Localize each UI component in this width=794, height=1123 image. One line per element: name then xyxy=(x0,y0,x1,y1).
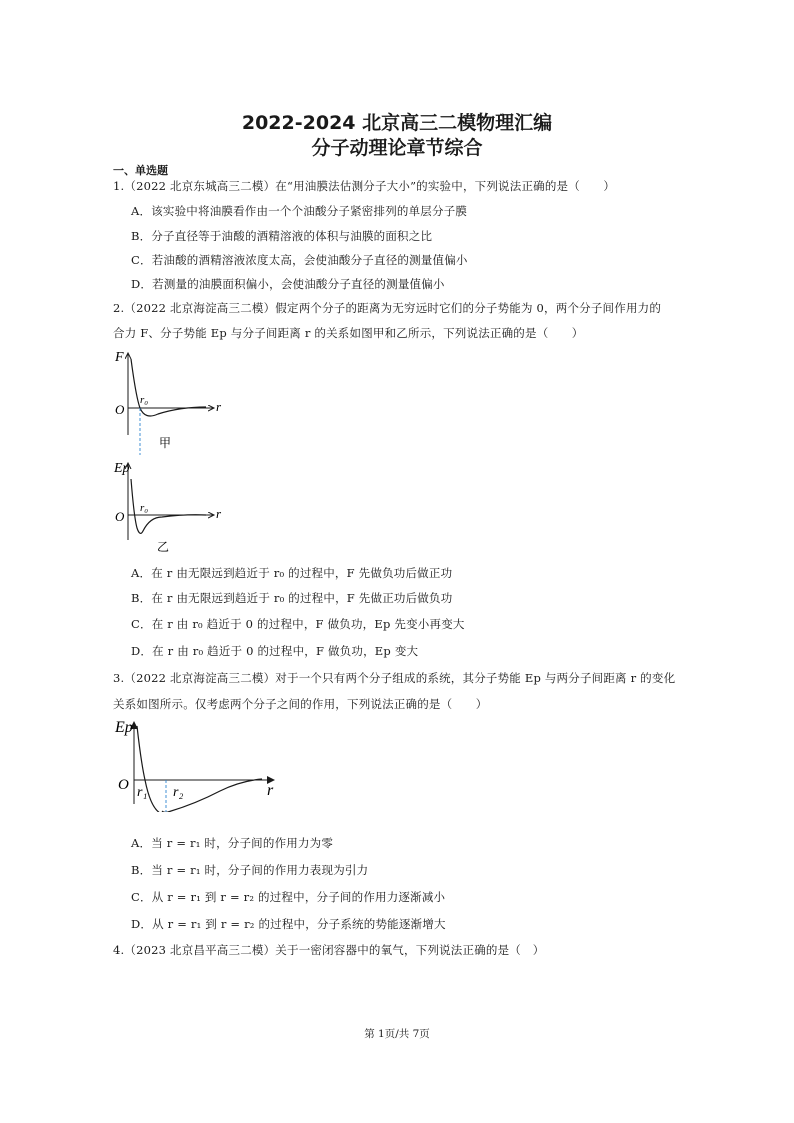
question-1-option-b: B．分子直径等于油酸的酒精溶液的体积与油膜的面积之比 xyxy=(131,229,433,243)
question-2-option-b: B．在 r 由无限远到趋近于 r₀ 的过程中，F 先做正功后做负功 xyxy=(131,591,453,605)
page-subtitle: 分子动理论章节综合 xyxy=(311,137,483,159)
question-2-figures xyxy=(110,345,240,560)
fig2-caption: 乙 xyxy=(157,540,170,554)
question-3-option-a: A．当 r = r₁ 时，分子间的作用力为零 xyxy=(131,836,334,850)
question-1-option-a: A．该实验中将油膜看作由一个个油酸分子紧密排列的单层分子膜 xyxy=(131,204,468,218)
page-footer: 第 1页/共 7页 xyxy=(364,1028,430,1040)
question-3-option-d: D．从 r = r₁ 到 r = r₂ 的过程中，分子系统的势能逐渐增大 xyxy=(131,917,446,931)
section-heading: 一、单选题 xyxy=(113,164,168,177)
fig1-r0-label: r₀ xyxy=(140,394,149,406)
fig1-origin-label: O xyxy=(115,402,125,417)
question-2-option-a: A．在 r 由无限远到趋近于 r₀ 的过程中，F 先做负功后做正功 xyxy=(131,566,453,580)
figure-jia xyxy=(114,350,222,455)
fig2-r0-label: r₀ xyxy=(140,502,149,514)
fig3-r2-label: r₂ xyxy=(173,785,184,800)
fig2-origin-label: O xyxy=(115,509,125,524)
question-3-option-c: C．从 r = r₁ 到 r = r₂ 的过程中，分子间的作用力逐渐减小 xyxy=(131,890,446,904)
fig3-x-axis-label: r xyxy=(267,782,274,799)
fig2-x-axis-label: r xyxy=(216,506,222,521)
question-3-stem-line1: 3.（2022 北京海淀高三二模）对于一个只有两个分子组成的系统，其分子势能 Ep 与两分子间距离 r 的变化 xyxy=(113,671,676,685)
fig1-x-axis-label: r xyxy=(216,399,222,414)
fig3-y-axis-label: Ep xyxy=(115,719,133,736)
question-3-figure xyxy=(110,712,285,812)
question-4-stem: 4.（2023 北京昌平高三二模）关于一密闭容器中的氧气，下列说法正确的是（ ） xyxy=(113,943,545,957)
fig1-y-axis-label: F xyxy=(115,350,124,365)
question-2-stem-line1: 2.（2022 北京海淀高三二模）假定两个分子的距离为无穷远时它们的分子势能为 0，两个分子间作用力的 xyxy=(113,301,662,315)
fig3-origin-label: O xyxy=(118,777,129,793)
figure-yi xyxy=(113,461,222,554)
question-3-stem-line2: 关系如图所示。仅考虑两个分子之间的作用，下列说法正确的是（ ） xyxy=(113,697,488,711)
question-1-option-d: D．若测量的油膜面积偏小，会使油酸分子直径的测量值偏小 xyxy=(131,277,445,291)
question-2-stem-line2: 合力 F、分子势能 Ep 与分子间距离 r 的关系如图甲和乙所示，下列说法正确的是（ ） xyxy=(113,326,584,340)
fig2-y-axis-label: Ep xyxy=(114,461,130,476)
question-1-stem: 1.（2022 北京东城高三二模）在“用油膜法估测分子大小”的实验中，下列说法正确的是（ ） xyxy=(113,179,616,193)
page-title: 2022-2024 北京高三二模物理汇编 xyxy=(241,112,553,134)
fig3-r1-label: r₁ xyxy=(137,785,148,800)
question-1-option-c: C．若油酸的酒精溶液浓度太高，会使油酸分子直径的测量值偏小 xyxy=(131,253,468,267)
question-2-option-d: D．在 r 由 r₀ 趋近于 0 的过程中，F 做负功，Ep 变大 xyxy=(131,644,419,658)
question-2-option-c: C．在 r 由 r₀ 趋近于 0 的过程中，F 做负功，Ep 先变小再变大 xyxy=(131,617,465,631)
question-3-option-b: B．当 r = r₁ 时，分子间的作用力表现为引力 xyxy=(131,863,369,877)
fig1-caption: 甲 xyxy=(159,436,172,450)
